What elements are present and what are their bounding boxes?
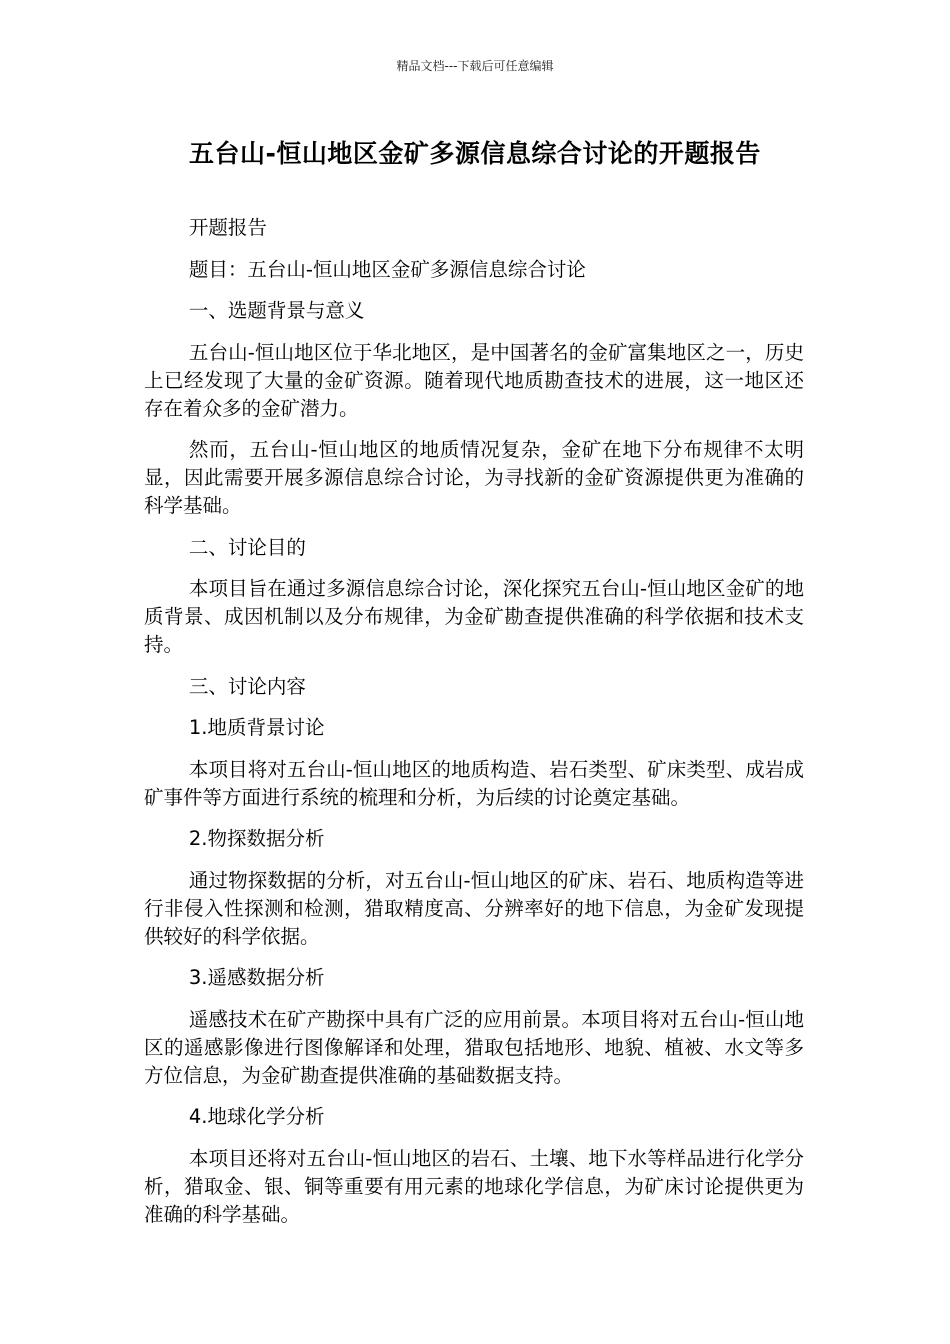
page-header: 精品文档---下载后可任意编辑: [396, 59, 554, 73]
subheading-geology: 1.地质背景讨论: [188, 716, 325, 739]
paragraph-background-1: 五台山-恒山地区位于华北地区，是中国著名的金矿富集地区之一，历史上已经发现了大量的金矿资源。随着现代地质勘查技术的进展，这一地区还存在着众多的金矿潜力。: [144, 340, 804, 420]
subheading-geochemistry: 4.地球化学分析: [188, 1105, 325, 1128]
paragraph-geochemistry: 本项目还将对五台山-恒山地区的岩石、土壤、地下水等样品进行化学分析，猎取金、银、铜等重要有用元素的地球化学信息，为矿床讨论提供更为准确的科学基础。: [144, 1146, 804, 1226]
paragraph-remote-sensing: 遥感技术在矿产勘探中具有广泛的应用前景。本项目将对五台山-恒山地区的遥感影像进行图像解译和处理，猎取包括地形、地貌、植被、水文等多方位信息，为金矿勘查提供准确的基础数据支持。: [144, 1007, 804, 1087]
topic-line: 题目：五台山-恒山地区金矿多源信息综合讨论: [188, 257, 586, 281]
document-title: 五台山-恒山地区金矿多源信息综合讨论的开题报告: [189, 139, 761, 168]
paragraph-geophysics: 通过物探数据的分析，对五台山-恒山地区的矿床、岩石、地质构造等进行非侵入性探测和检测，猎取精度高、分辨率好的地下信息，为金矿发现提供较好的科学依据。: [144, 868, 804, 948]
paragraph-purpose: 本项目旨在通过多源信息综合讨论，深化探究五台山-恒山地区金矿的地质背景、成因机制以及分布规律，为金矿勘查提供准确的科学依据和技术支持。: [144, 577, 804, 656]
subheading-geophysics: 2.物探数据分析: [188, 827, 325, 850]
label-report: 开题报告: [188, 216, 267, 239]
section-heading-purpose: 二、讨论目的: [188, 535, 306, 559]
section-heading-background: 一、选题背景与意义: [188, 299, 365, 322]
document-body: [144, 214, 804, 1242]
paragraph-background-2: 然而，五台山-恒山地区的地质情况复杂，金矿在地下分布规律不太明显，因此需要开展多源信息综合讨论，为寻找新的金矿资源提供更为准确的科学基础。: [144, 438, 804, 517]
section-heading-content: 三、讨论内容: [188, 674, 306, 698]
paragraph-geology: 本项目将对五台山-恒山地区的地质构造、岩石类型、矿床类型、成岩成矿事件等方面进行系统的梳理和分析，为后续的讨论奠定基础。: [144, 757, 804, 809]
subheading-remote-sensing: 3.遥感数据分析: [188, 966, 325, 989]
